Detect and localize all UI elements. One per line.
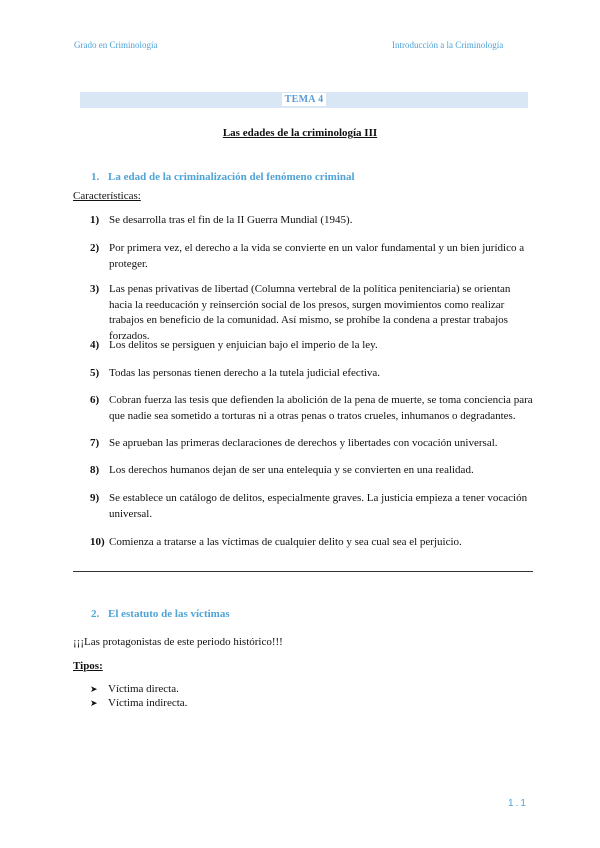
list-item-text: Se desarrolla tras el fin de la II Guerra Mundial (1945). (109, 214, 353, 226)
list-item (90, 436, 536, 452)
section-2-subtitle: ¡¡¡Las protagonistas de este periodo histórico!!! (73, 636, 283, 648)
list-item-text: Los derechos humanos dejan de ser una entelequia y se convierten en una realidad. (109, 464, 474, 476)
list-item (90, 338, 536, 354)
list-item-number: 5) (90, 367, 100, 379)
list-item-number: 9) (90, 492, 100, 504)
section-1-number: 1. (91, 171, 100, 183)
list-item (90, 213, 536, 229)
list-item (90, 241, 536, 272)
page-number: 1.1 (508, 798, 528, 809)
list-item-text: Los delitos se persiguen y enjuician bajo el imperio de la ley. (109, 339, 378, 351)
section-2-title: El estatuto de las víctimas (108, 608, 230, 620)
list-item-number: 4) (90, 339, 100, 351)
list-item (90, 366, 536, 382)
list-item-number: 6) (90, 394, 100, 406)
tipos-label: Tipos: (73, 660, 103, 672)
list-item-text: Las penas privativas de libertad (Columna vertebral de la política penitenciaria) se orientan hacia la reeducación y reinserción social de los presos, surgen movimientos como realizar trabajos en beneficio de la comunidad. Así mismo, se prohíbe la condena a prestar trabajos forzados. (109, 283, 511, 342)
arrow-bullet-icon: ➤ (90, 699, 98, 709)
list-item-number: 10) (90, 536, 105, 548)
list-item (90, 463, 536, 479)
header-left: Grado en Criminología (74, 40, 158, 50)
list-item-number: 8) (90, 464, 100, 476)
bullet-text: Víctima directa. (108, 683, 179, 695)
list-item (90, 393, 536, 424)
list-item (90, 282, 536, 344)
list-item-text: Todas las personas tienen derecho a la tutela judicial efectiva. (109, 367, 381, 379)
list-item-text: Se establece un catálogo de delitos, especialmente graves. La justicia empieza a tener vocación universal. (109, 492, 528, 520)
bullet-item (90, 683, 179, 695)
list-item-number: 3) (90, 283, 100, 295)
section-1-title: La edad de la criminalización del fenómeno criminal (108, 171, 355, 183)
list-item-text: Por primera vez, el derecho a la vida se convierte en un valor fundamental y un bien jurídico a proteger. (109, 242, 525, 270)
list-item-number: 1) (90, 214, 100, 226)
arrow-bullet-icon: ➤ (90, 685, 98, 695)
list-item-text: Se aprueban las primeras declaraciones de derechos y libertades con vocación universal. (109, 437, 498, 449)
list-item (90, 491, 536, 522)
list-item-number: 7) (90, 437, 100, 449)
section-2-heading (91, 608, 230, 620)
tema-label-wrap (80, 94, 528, 105)
list-item-text: Cobran fuerza las tesis que defienden la abolición de la pena de muerte, se toma conciencia para que nadie sea sometido a torturas ni a otras penas o tratos crueles, inhumanos o degradantes. (109, 394, 533, 422)
bullet-text: Víctima indirecta. (108, 697, 188, 709)
list-item-number: 2) (90, 242, 100, 254)
section-divider (73, 571, 533, 572)
list-item-text: Comienza a tratarse a las víctimas de cualquier delito y sea cual sea el perjuicio. (109, 536, 462, 548)
tema-label: TEMA 4 (282, 93, 327, 106)
header-right: Introducción a la Criminología (392, 40, 504, 50)
section-1-heading (91, 171, 355, 183)
bullet-item (90, 697, 187, 709)
document-title: Las edades de la criminología III (222, 127, 378, 139)
section-2-number: 2. (91, 608, 100, 620)
list-item (90, 535, 536, 551)
caracteristicas-label: Características: (73, 190, 141, 202)
